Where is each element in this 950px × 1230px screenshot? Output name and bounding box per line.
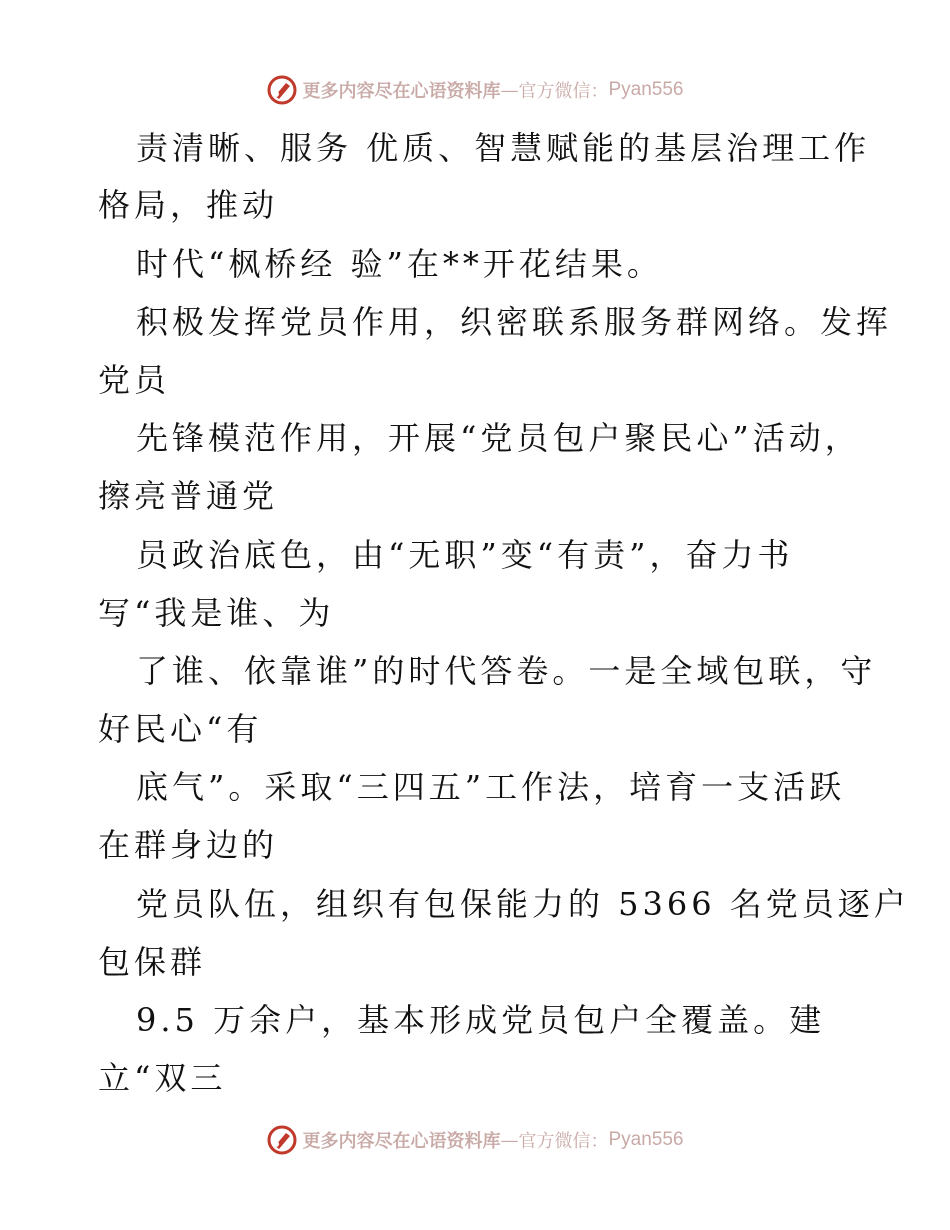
watermark-brand: 更多内容尽在心语资料库 — [302, 81, 501, 102]
text-line: 擦亮普通党 — [98, 477, 279, 515]
text-line: 格局，推动 — [98, 186, 279, 224]
text-line: 底气”。采取“三四五”工作法，培育一支活跃 — [136, 768, 846, 806]
watermark-official: 官方微信： — [518, 81, 609, 102]
text-line: 责清晰、服务 优质、智慧赋能的基层治理工作 — [136, 129, 871, 167]
text-line: 写“我是谁、为 — [98, 594, 335, 632]
text-line: 党员 — [98, 361, 171, 399]
text-line: 好民心“有 — [98, 710, 263, 748]
watermark-dash: — — [500, 79, 519, 101]
watermark-brand: 更多内容尽在心语资料库 — [302, 1131, 501, 1152]
text-line: 了谁、依靠谁”的时代答卷。一是全域包联，守 — [136, 652, 877, 690]
text-line: 包保群 — [98, 943, 207, 981]
text-line: 立“双三 — [98, 1059, 227, 1097]
text-line: 9.5 万余户，基本形成党员包户全覆盖。建 — [136, 1001, 826, 1039]
watermark-official: 官方微信： — [518, 1131, 609, 1152]
text-line: 时代“枫桥经 验”在**开花结果。 — [136, 245, 663, 283]
watermark-wechat-id: Pyan556 — [608, 79, 684, 100]
text-line: 在群身边的 — [98, 826, 279, 864]
watermark-dash: — — [500, 1129, 519, 1151]
text-line: 员政治底色，由“无职”变“有责”，奋力书 — [136, 536, 794, 574]
brand-logo-icon — [266, 1124, 298, 1156]
text-line: 积极发挥党员作用，织密联系服务群网络。发挥 — [136, 303, 893, 341]
text-line: 党员队伍，组织有包保能力的 5366 名党员逐户 — [136, 885, 910, 923]
watermark-wechat-id: Pyan556 — [608, 1129, 684, 1150]
text-line: 先锋模范作用，开展“党员包户聚民心”活动， — [136, 419, 861, 457]
watermark-footer — [0, 1120, 950, 1160]
